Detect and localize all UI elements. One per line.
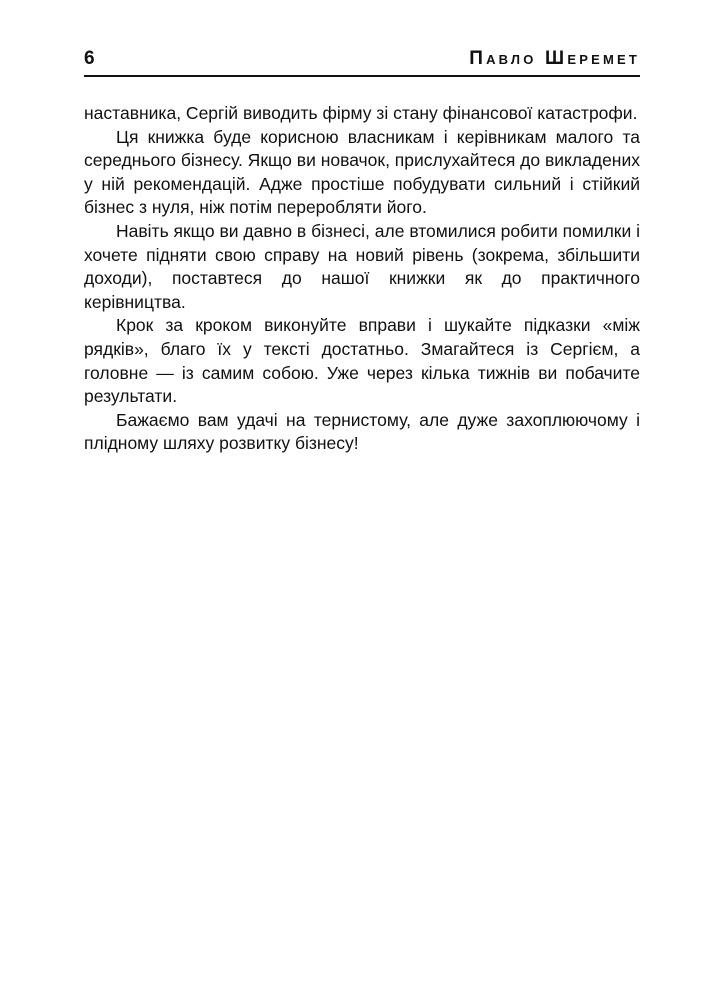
paragraph: Бажаємо вам удачі на тернистому, але дуже захоплюючому і плідному шляху розвитку бізнесу! (84, 409, 640, 454)
header-author-name: Павло Шеремет (469, 48, 640, 69)
header-divider (84, 75, 640, 77)
page-number: 6 (84, 48, 95, 69)
paragraph: Крок за кроком виконуйте вправи і шукайте підказки «між рядків», благо їх у тексті достатньо. Змагайтеся із Сергієм, а головне — із самим собою. Уже через кілька тижнів ви побачите результати. (84, 315, 640, 407)
paragraph: Ця книжка буде корисною власникам і керівникам малого та середнього бізнесу. Якщо ви новачок, прислухайтеся до викладених у ній рекомендацій. Адже простіше побудувати сильний і стійкий бізнес з нуля, ніж потім переробляти його. (84, 126, 640, 218)
paragraph-continuation: наставника, Сергій виводить фірму зі стану фінансової катастрофи. (84, 103, 638, 123)
paragraph: Навіть якщо ви давно в бізнесі, але втомилися робити помилки і хочете підняти свою справу на новий рівень (зокрема, збільшити доходи), поставтеся до нашої книжки як до практичного керівництва. (84, 220, 640, 312)
body-text (84, 102, 640, 456)
running-header (84, 46, 640, 74)
